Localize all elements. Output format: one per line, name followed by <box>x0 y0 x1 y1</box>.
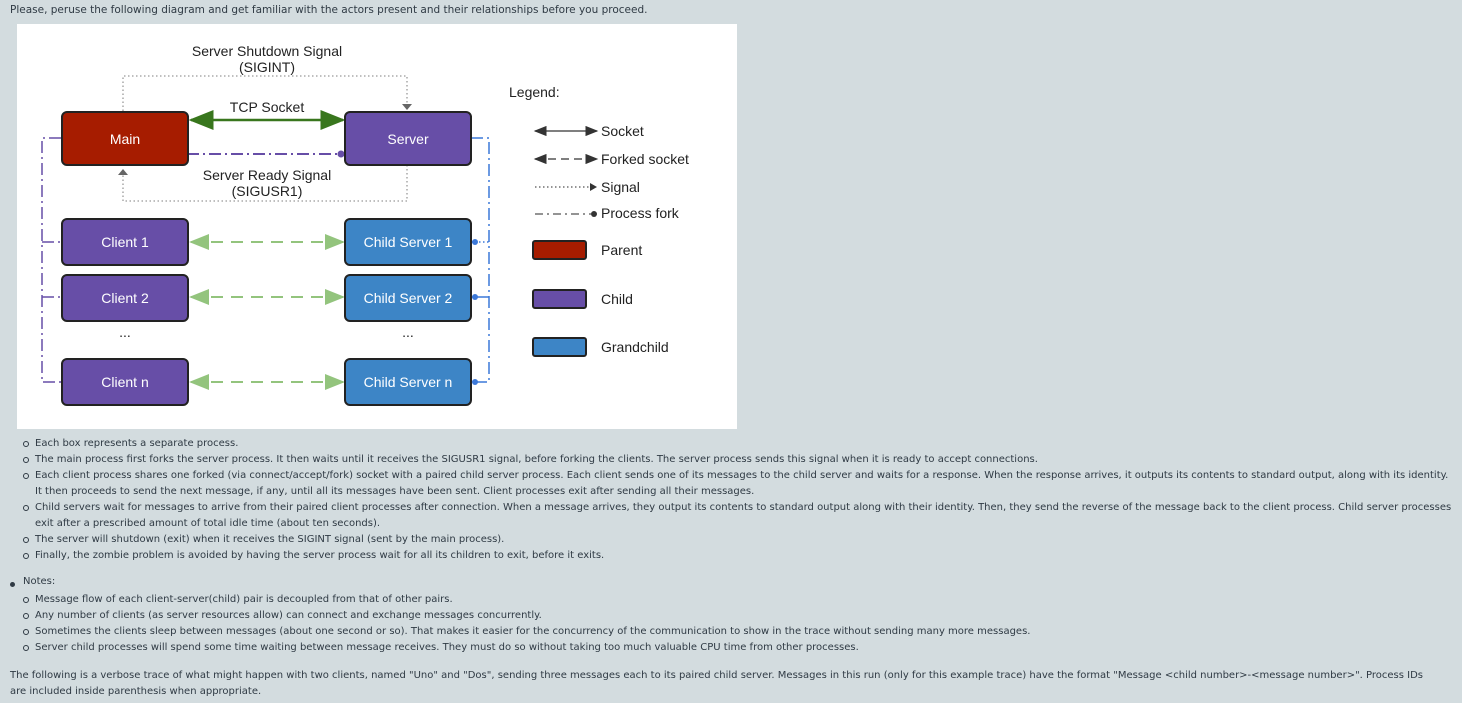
fork-server-children-line <box>471 138 489 382</box>
legend-socket-label: Socket <box>601 123 644 139</box>
intro-text: Please, peruse the following diagram and get familiar with the actors present and their relationships before you proceed. <box>10 4 648 16</box>
list-item: Each client process shares one forked (via connect/accept/fork) socket with a paired child server process. Each client sends one of its messages to the child server and waits for a response. When the response arrives, it outputs its contents to standard output, along with its identity. It then proceeds to send the next message, if any, until all its messages have been sent. Client processes exit after sending all their messages. <box>35 468 1455 500</box>
tcp-socket-label: TCP Socket <box>229 99 305 115</box>
list-item: The server will shutdown (exit) when it receives the SIGINT signal (sent by the main process). <box>35 532 1455 548</box>
client-n-box: Client n <box>61 358 189 406</box>
legend-grandchild-label: Grandchild <box>601 339 669 355</box>
list-item: Sometimes the clients sleep between messages (about one second or so). That makes it easier for the concurrency of the communication to show in the trace without sending many more messages. <box>35 624 1455 640</box>
list-item: Message flow of each client-server(child) pair is decoupled from that of other pairs. <box>35 592 1455 608</box>
client-1-box: Client 1 <box>61 218 189 266</box>
legend-child-label: Child <box>601 291 633 307</box>
server-process-box: Server <box>344 111 472 166</box>
shutdown-signal-label: Server Shutdown Signal (SIGINT) <box>191 43 343 75</box>
child-server-1-box: Child Server 1 <box>344 218 472 266</box>
child-server-2-box: Child Server 2 <box>344 274 472 322</box>
trace-intro-text: The following is a verbose trace of what might happen with two clients, named "Uno" and "Dos", sending three messages each to its paired child server. Messages in this run (only for this example trace) have the format "Message <child number>-<message number>". Process IDs are included inside parenthesis when appropriate. <box>10 670 1423 697</box>
child-server-n-box: Child Server n <box>344 358 472 406</box>
legend-parent-swatch <box>532 240 587 260</box>
main-process-box: Main <box>61 111 189 166</box>
process-diagram <box>17 24 737 429</box>
list-item: Child servers wait for messages to arrive from their paired client processes after connection. When a message arrives, they output its contents to standard output along with their identity. Then, they send the reverse of the message back to the client process. Child server processes exit after a prescribed amount of total idle time (about ten seconds). <box>35 500 1455 532</box>
clients-ellipsis: ... <box>119 324 131 340</box>
list-item: Any number of clients (as server resources allow) can connect and exchange messages concurrently. <box>35 608 1455 624</box>
legend-child-swatch <box>532 289 587 309</box>
client-2-box: Client 2 <box>61 274 189 322</box>
legend-parent-label: Parent <box>601 242 643 258</box>
legend-forked-socket-label: Forked socket <box>601 151 689 167</box>
process-description-list <box>35 436 1455 564</box>
legend-grandchild-swatch <box>532 337 587 357</box>
notes-list <box>35 592 1455 656</box>
list-item: Each box represents a separate process. <box>35 436 1455 452</box>
fork-main-clients-line <box>42 138 61 382</box>
list-item: The main process first forks the server process. It then waits until it receives the SIGUSR1 signal, before forking the clients. The server process sends this signal when it is ready to accept connections. <box>35 452 1455 468</box>
list-item: Finally, the zombie problem is avoided by having the server process wait for all its children to exit, before it exits. <box>35 548 1455 564</box>
ready-signal-label: Server Ready Signal (SIGUSR1) <box>202 167 332 199</box>
children-ellipsis: ... <box>402 324 414 340</box>
legend-fork-label: Process fork <box>601 205 679 221</box>
legend-signal-label: Signal <box>601 179 640 195</box>
legend-title: Legend: <box>509 84 560 100</box>
list-item: Server child processes will spend some time waiting between message receives. They must do so without taking too much valuable CPU time from other processes. <box>35 640 1455 656</box>
notes-heading: Notes: <box>23 576 56 587</box>
